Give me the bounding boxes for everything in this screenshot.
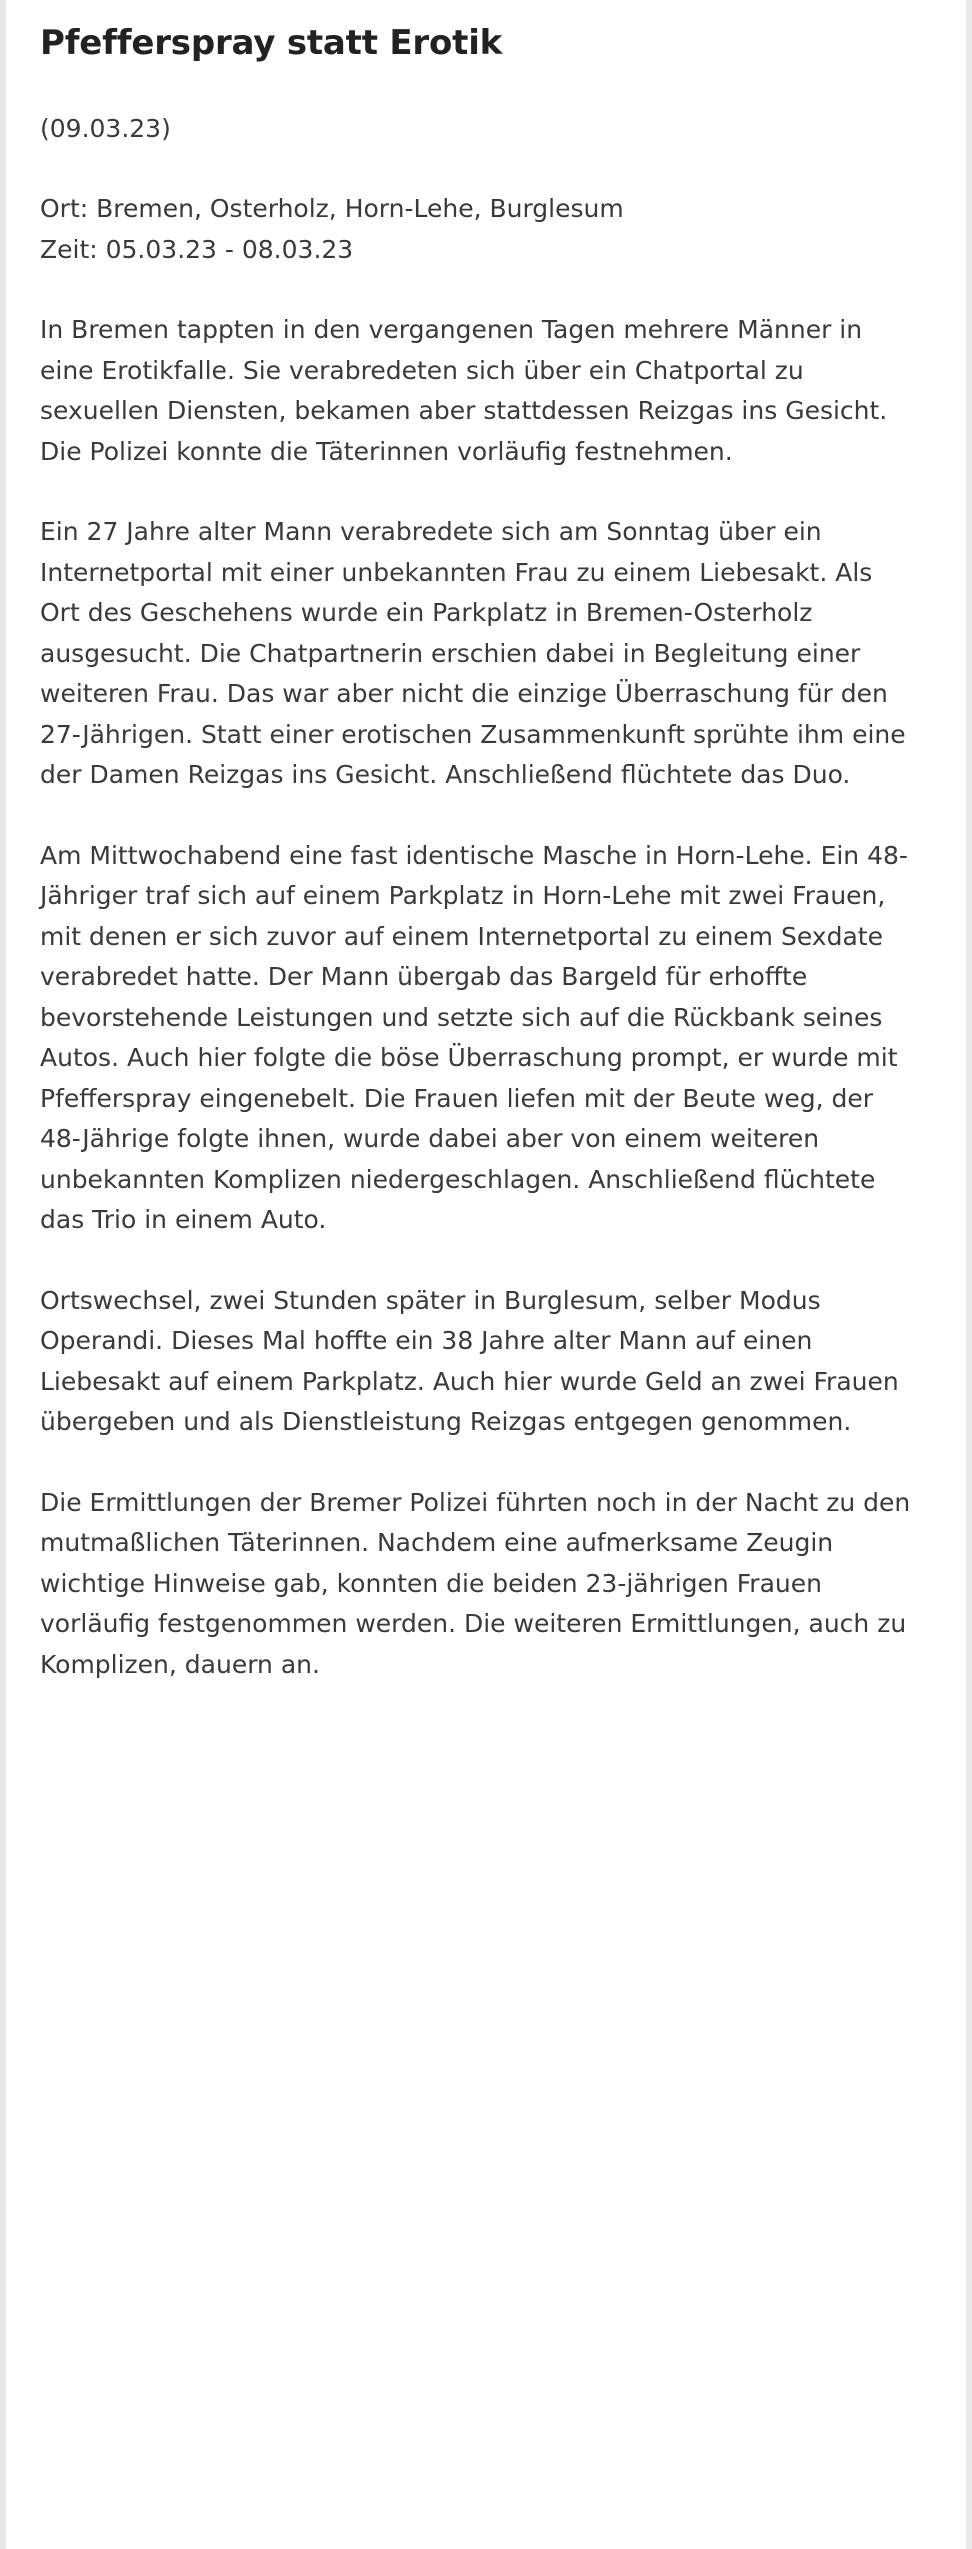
incident-meta: [40, 189, 920, 270]
left-edge-rule: [0, 0, 6, 2549]
article-paragraph: Die Ermittlungen der Bremer Polizei führten noch in der Nacht zu den mutmaßlichen Täterinnen. Nachdem eine aufmerksame Zeugin wichtige Hinweise gab, konnten die beiden 23-jährigen Frauen vorläufig festgenommen werden. Die weiteren Ermittlungen, auch zu Komplizen, dauern an.: [40, 1487, 911, 1679]
incident-location: Ort: Bremen, Osterholz, Horn-Lehe, Burglesum: [40, 194, 624, 223]
article-paragraph: In Bremen tappten in den vergangenen Tagen mehrere Männer in eine Erotikfalle. Sie verabredeten sich über ein Chatportal zu sexuellen Diensten, bekamen aber stattdessen Reizgas ins Gesicht. Die Polizei konnte die Täterinnen vorläufig festnehmen.: [40, 315, 888, 466]
article-paragraph: Ortswechsel, zwei Stunden später in Burglesum, selber Modus Operandi. Dieses Mal hoffte ein 38 Jahre alter Mann auf einen Liebesakt auf einem Parkplatz. Auch hier wurde Geld an zwei Frauen übergeben und als Dienstleistung Reizgas entgegen genommen.: [40, 1285, 899, 1436]
article-paragraph: Ein 27 Jahre alter Mann verabredete sich am Sonntag über ein Internetportal mit einer unbekannten Frau zu einem Liebesakt. Als Ort des Geschehens wurde ein Parkplatz in Bremen-Osterholz ausgesucht. Die Chatpartnerin erschien dabei in Begleitung einer weiteren Frau. Das war aber nicht die einzige Überraschung für den 27-Jährigen. Statt einer erotischen Zusammenkunft sprühte ihm eine der Damen Reizgas ins Gesicht. Anschließend flüchtete das Duo.: [40, 517, 906, 789]
incident-time: Zeit: 05.03.23 - 08.03.23: [40, 234, 354, 264]
publication-date: (09.03.23): [40, 113, 171, 143]
page-title: Pfefferspray statt Erotik: [40, 23, 503, 63]
article-paragraph: Am Mittwochabend eine fast identische Masche in Horn-Lehe. Ein 48-Jähriger traf sich auf einem Parkplatz in Horn-Lehe mit zwei Frauen, mit denen er sich zuvor auf einem Internetportal zu einem Sexdate verabredet hatte. Der Mann übergab das Bargeld für erhoffte bevorstehende Leistungen und setzte sich auf die Rückbank seines Autos. Auch hier folgte die böse Überraschung prompt, er wurde mit Pfefferspray eingenebelt. Die Frauen liefen mit der Beute weg, der 48-Jährige folgte ihnen, wurde dabei aber von einem weiteren unbekannten Komplizen niedergeschlagen. Anschließend flüchtete das Trio in einem Auto.: [40, 840, 908, 1234]
right-edge-rule: [966, 0, 972, 2549]
